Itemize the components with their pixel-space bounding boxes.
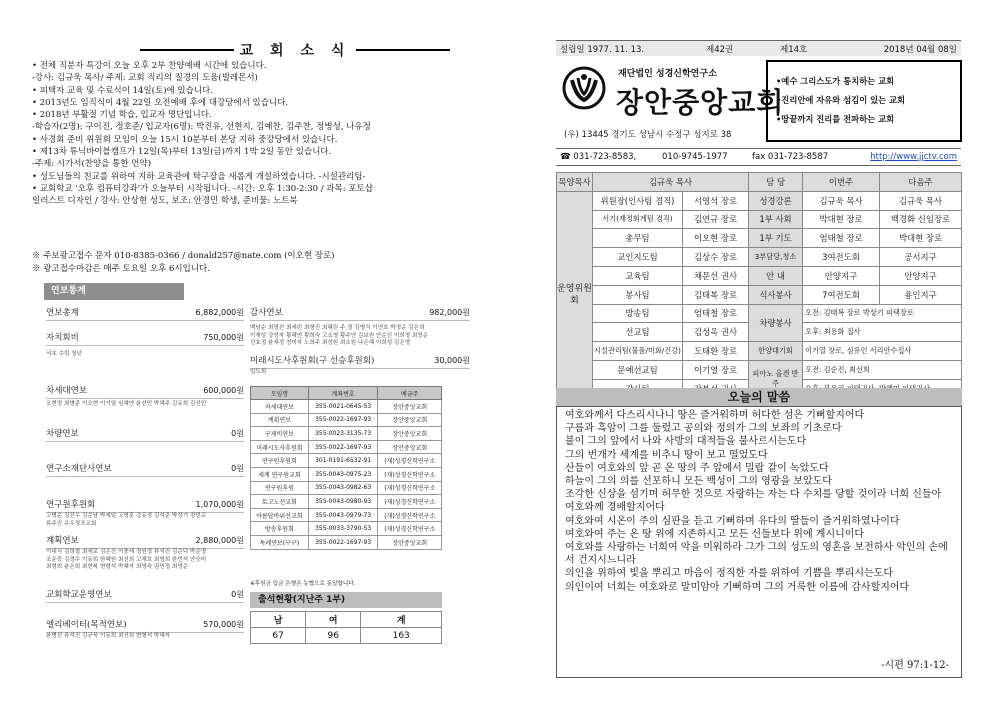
finance-amount: 0원 [231, 429, 244, 438]
founded-date: 설립일 1977. 11. 13. [560, 44, 645, 55]
news-item: • 피택자 교육 및 수료식이 14일(토)에 있습니다. [32, 85, 213, 96]
finance-amount: 30,000원 [434, 355, 470, 365]
account-group: 연구원후원회 [251, 454, 309, 468]
account-col-header: 예금주 [378, 387, 442, 400]
account-holder: 장안중앙교회 [378, 535, 442, 549]
news-item: • 성도님들의 친교를 위하여 지하 교육관에 탁구장을 새롭게 개설하였습니다. -시설관리팀- [32, 171, 366, 182]
website-link[interactable]: http://www.jjctv.com [870, 152, 957, 162]
finance-item [46, 327, 244, 370]
account-holder: (재)성경신학연구소 [378, 508, 442, 522]
issue-date: 2018년 04월 08일 [883, 44, 957, 55]
account-holder: 장안중앙교회 [378, 413, 442, 427]
news-title-text: 교 회 소 식 [239, 43, 351, 59]
news-item: • 2018년 부활절 기념 학습, 입교자 명단입니다. [32, 110, 212, 121]
duty-person: 김태복 장로 [683, 285, 749, 304]
duty-task: 성경강론 [749, 191, 803, 210]
finance-header: 연보통계 [44, 283, 184, 300]
finance-donors: 류주진 유우정조교회 [46, 520, 97, 527]
verse-box [556, 406, 962, 678]
verse-line: 구름과 흑암이 그를 둘렀고 공의와 정의가 그의 보좌의 기초로다 [565, 423, 842, 435]
verse-line: 의인이여 너희는 여호와로 말미암아 기뻐하며 그의 거룩한 이름에 감사할지어다 [565, 581, 910, 593]
finance-amount: 600,000원 [203, 386, 244, 395]
duty-task: 한양대기회 [749, 342, 803, 361]
church-logo-icon [562, 66, 606, 110]
finance-item [46, 370, 244, 417]
ad-contact [32, 250, 492, 276]
finance-right-column [250, 306, 470, 376]
attendance-title: 출석현황(지난주 1부) [250, 592, 442, 608]
attendance-header: 계 [361, 612, 442, 628]
account-rows [251, 400, 442, 550]
attendance-value: 163 [361, 628, 442, 644]
finance-item [46, 306, 244, 327]
duty-next-week: 용인지구 [880, 285, 962, 304]
account-note: ※후원금 입금 은행은 농협으로 동일합니다. [250, 581, 356, 587]
duty-head: 목양목사 [557, 173, 593, 192]
account-group: 미래시도사후원회 [251, 440, 309, 454]
finance-name: 연구소재단사연보 [46, 464, 112, 474]
duty-role: 총무팀 [593, 229, 683, 248]
attendance-header: 여 [306, 612, 361, 628]
finance-name: 계획연보 [46, 536, 79, 546]
news-item: -주제: 시가서(찬양을 통한 언약) [32, 159, 152, 170]
account-row [251, 508, 442, 522]
finance-item [46, 417, 244, 450]
duty-next-week: 백경화 신임장로 [880, 210, 962, 229]
verse-reference: -시편 97:1-12- [881, 660, 949, 671]
verse-title: 오늘의 말씀 [556, 388, 962, 406]
account-holder: 장안중앙교회 [378, 427, 442, 441]
account-group: 방송후원회 [251, 522, 309, 536]
finance-donors: 선효정 윤세경 정미자 노희주 최성원 최소원 나은혜 이희성 김은영 [250, 340, 411, 346]
account-number: 355-0022-1697-93 [308, 535, 378, 549]
account-group: 세계 연구원교회 [251, 467, 309, 481]
finance-item [250, 306, 470, 348]
finance-donors: 조운중 김경수 이동희 한혜원 최선희 고재호 최영희 한민석 안승미 [46, 556, 207, 563]
account-holder: 장안중앙교회 [378, 400, 442, 414]
duty-role: 시설관리팀(물품/미화/건강) [593, 342, 683, 361]
news-item: • 사경회 준비 위원회 모임이 오늘 15시 10분부터 본당 지하 중강당에서 있습니다. [32, 134, 338, 145]
foundation-name: 재단법인 성경신학연구소 [618, 69, 717, 79]
duty-this-week: 3여전도회 [803, 248, 880, 267]
news-title [140, 40, 450, 60]
duty-person: 채문선 권사 [683, 266, 749, 285]
finance-name: 연구원후원회 [46, 500, 96, 510]
verse-line: 의인을 위하여 빛을 뿌리고 마음이 정직한 자를 위하여 기쁨을 뿌리시는도다 [565, 568, 894, 580]
duty-head: 다음주 [880, 173, 962, 192]
verse-line: 여호와께서 다스리시나니 땅은 즐거워하며 허다한 섬은 기뻐할지어다 [565, 410, 865, 421]
church-mottos [766, 60, 962, 142]
committee-label: 운영위원회 [557, 191, 593, 398]
duty-this-week: 엄태철 장로 [803, 229, 880, 248]
finance-donors: 이대식 김희철 최세로 김은진 이충세 정원정 류석진 김순덕 박순영 [46, 549, 207, 555]
duty-role: 교인지도팀 [593, 248, 683, 267]
duty-person: 김상수 장로 [683, 248, 749, 267]
finance-donors: 서초 수림 청년 [46, 351, 82, 357]
account-number: 355-0022-1697-93 [308, 440, 378, 454]
duty-role: 문예선교팀 [593, 360, 683, 379]
account-row [251, 535, 442, 549]
account-group: 차세대연보 [251, 400, 309, 414]
finance-item [46, 450, 244, 486]
account-holder: (재)성경신학연구소 [378, 454, 442, 468]
duty-task: 피아노 올겐 반주 [749, 360, 803, 398]
duty-this-week: 박대현 장로 [803, 210, 880, 229]
motto: •땅끝까지 진리를 전파하는 교회 [776, 114, 895, 124]
duty-role: 봉사팀 [593, 285, 683, 304]
duty-head: 담 당 [749, 173, 803, 192]
church-logo-block [556, 60, 785, 158]
finance-donors: 백남순 최영진 최세린 최형진 최혜린 주 정 김병식 이연호 박정순 김은희 [250, 325, 425, 331]
phone: ☎ 031-723-8583, [560, 152, 637, 162]
account-holder: (재)성경신학연구소 [378, 481, 442, 495]
finance-name: 미래시도사후원회(구 선승후원회) [250, 355, 375, 366]
duty-task: 3부담당,청소 [749, 248, 803, 267]
duty-role: 교육팀 [593, 266, 683, 285]
account-number: 355-0022-1697-93 [308, 413, 378, 427]
account-col-header: 모임명 [251, 387, 309, 400]
duty-person: 도태환 장로 [683, 342, 749, 361]
finance-donors: 고병순 김진우 김순남 박세일 고영훈 강유정 김석준 박상기 정민교 [46, 513, 207, 519]
account-holder: 장안중앙교회 [378, 440, 442, 454]
finance-item [46, 528, 244, 580]
duty-task: 1부 기도 [749, 229, 803, 248]
account-row [251, 481, 442, 495]
finance-item [46, 580, 244, 610]
contact-bar [556, 148, 961, 166]
finance-name: 차량연보 [46, 429, 79, 439]
finance-left-column [46, 306, 244, 641]
account-holder: (재)성경신학연구소 [378, 522, 442, 536]
duty-this-week: 안양지구 [803, 266, 880, 285]
news-item: • 2013년도 임직식이 4월 22일 오전예배 후에 대강당에서 있습니다. [32, 97, 289, 108]
news-item: -학습자(2명): 구이진, 정호준/ 입교자(6명): 박진유, 선현지, 김예찬, 김주찬, 정병성, 나유정 [32, 122, 371, 133]
duty-person: 이기열 장로 [683, 360, 749, 379]
finance-amount: 750,000원 [203, 333, 244, 342]
account-group: 계획연보 [251, 413, 309, 427]
finance-item [46, 486, 244, 528]
duty-person: 이오현 장로 [683, 229, 749, 248]
duty-task: 안 내 [749, 266, 803, 285]
attendance-header: 남 [251, 612, 306, 628]
verse-line: 여호와여 시온이 주의 심판을 듣고 기뻐하며 유다의 딸들이 즐거워하였나이다 [565, 515, 900, 527]
church-address: (우) 13445 경기도 성남시 수정구 성지로 38 [564, 130, 732, 140]
duty-head: 이번주 [803, 173, 880, 192]
motto: •진리안에 자유와 섬김이 있는 교회 [776, 95, 906, 105]
duty-role: 방송팀 [593, 304, 683, 323]
duty-person: 엄태철 장로 [683, 304, 749, 323]
duty-next-week: 공서지구 [880, 248, 962, 267]
news-item: -강사: 김규욱 목사/ 주제: 교회 직리의 질경의 도움(빌레몬서) [32, 73, 258, 84]
account-group: 특례연보(구구) [251, 535, 309, 549]
duty-this-week: 김규욱 목사 [803, 191, 880, 210]
account-row [251, 522, 442, 536]
account-row [251, 495, 442, 509]
finance-donors: 윤병선 류석진 김규욱 이동희 최선희 변형석 박혜자 [46, 633, 171, 639]
ad-contact-line: ※ 주보광고접수 문자 010-8385-0366 / donald257@nate.com (이오현 장로) [32, 251, 335, 261]
account-number: 355-0043-0975-23 [308, 467, 378, 481]
fax: fax 031-723-8587 [752, 152, 829, 162]
verse-line: 여호와여 주는 온 땅 위에 지존하시고 모든 신들보다 위에 계시니이다 [565, 528, 865, 540]
verse-line: 불이 그의 앞에서 나와 사방의 대적들을 불사르시는도다 [565, 436, 807, 448]
duty-this-week: 이기열 장로, 심유인 서리안수집사 [803, 342, 962, 361]
finance-donors: 이재성 강성자 황혜연 황희숙 고소영 황주연 김보원 안순신 이희정 최영순 [250, 332, 429, 339]
duty-head: 김규욱 목사 [593, 173, 749, 192]
account-number: 301-0191-6532-91 [308, 454, 378, 468]
duty-role: 선교팀 [593, 323, 683, 342]
account-group: 연구원후원 [251, 481, 309, 495]
verse-line: 그의 번개가 세계를 비추니 땅이 보고 떨었도다 [565, 449, 768, 461]
finance-amount: 570,000원 [203, 620, 244, 629]
duty-task: 식사봉사 [749, 285, 803, 304]
account-number: 355-0043-0979-73 [308, 508, 378, 522]
account-row [251, 467, 442, 481]
driver-pm: 오후: 최용화 집사 [803, 323, 962, 342]
duty-table [556, 172, 962, 399]
volume: 제42권 [706, 44, 734, 55]
duty-role: 위원장(인사팀 겸직) [593, 191, 683, 210]
duty-person: 김연규 장로 [683, 210, 749, 229]
finance-amount: 2,880,000원 [195, 536, 244, 545]
account-number: 355-0021-0645-53 [308, 400, 378, 414]
account-number: 355-0033-3790-53 [308, 522, 378, 536]
title-rule [356, 49, 450, 51]
finance-donors: 오현정 최병준 이오현 이기열 심혜연 윤선민 박혜주 김유희 김선민 [46, 401, 207, 407]
duty-next-week: 김규욱 목사 [880, 191, 962, 210]
attendance-value: 67 [251, 628, 306, 644]
finance-amount: 0원 [231, 464, 244, 473]
finance-name: 엘리베이터(목적연보) [46, 620, 127, 630]
finance-name: 연보총계 [46, 308, 79, 318]
issue: 제14호 [780, 44, 808, 55]
mobile: 010-9745-1977 [662, 152, 728, 162]
finance-name: 교회학교운영연보 [46, 590, 112, 600]
verse-line: 여호와를 사랑하는 너희여 악을 미워하라 그가 그의 성도의 영혼을 보전하사 악인의 손에서 건지시느니라 [565, 542, 948, 567]
news-item: • 제13차 튜닉바이블캠프가 12일(목)부터 13일(금)까지 1박 2일 동안 있습니다. [32, 147, 332, 158]
finance-name: 차세대연보 [46, 386, 88, 396]
duty-person: 김성옥 권사 [683, 323, 749, 342]
account-group: 토고노선교회 [251, 495, 309, 509]
account-table [250, 386, 442, 550]
account-group: 아름답바위선교회 [251, 508, 309, 522]
finance-amount: 6,882,000원 [195, 308, 244, 317]
account-row [251, 400, 442, 414]
verse-line: 조각한 신상을 섬기며 허무한 것으로 자랑하는 자는 다 수치를 당할 것이라 너희 신들아 여호와께 경배할지어다 [565, 489, 942, 514]
finance-name: 자치회비 [46, 333, 79, 343]
finance-amount: 982,000원 [429, 308, 470, 317]
account-number: 355-0043-0982-63 [308, 481, 378, 495]
duty-next-week: 박대현 장로 [880, 229, 962, 248]
finance-name: 감사연보 [250, 308, 283, 318]
duty-next-week: 안양지구 [880, 266, 962, 285]
attendance-value: 96 [306, 628, 361, 644]
duty-person: 서영석 장로 [683, 191, 749, 210]
title-rule [140, 49, 234, 51]
finance-donors: 최형희 윤은희 최현복 변형석 박혜자 최영숙 권민정 최영순 [46, 564, 189, 570]
organist-am: 오전: 김순진, 최선희 [803, 360, 962, 379]
account-row [251, 413, 442, 427]
account-number: 355-0023-3135-73 [308, 427, 378, 441]
duty-task: 1부 사회 [749, 210, 803, 229]
attendance-table [250, 611, 442, 644]
account-number: 355-0043-0980-93 [308, 495, 378, 509]
news-item: • 전체 직분자 특강이 오늘 오후 2부 찬양예배 시간에 있습니다. [32, 61, 267, 71]
account-holder: (재)성경신학연구소 [378, 467, 442, 481]
finance-amount: 0원 [231, 590, 244, 599]
news-item: 일러스트 디자인 / 강사: 안상현 성도, 보조: 안경민 학생, 준비물: 노트북 [32, 196, 298, 207]
ad-deadline-line: ※ 광고접수마감은 매주 토요일 오후 6시입니다. [32, 264, 210, 274]
church-name: 장안중앙교회 [616, 86, 785, 119]
verse-line: 산들이 여호와의 앞 곧 온 땅의 주 앞에서 밀랍 같이 녹았도다 [565, 462, 829, 474]
duty-role: 서기(재정회계팀 겸직) [593, 210, 683, 229]
account-col-header: 계좌번호 [308, 387, 378, 400]
account-holder: (재)성경신학연구소 [378, 495, 442, 509]
finance-donors: 임도희 [250, 368, 267, 375]
driver-am: 오전: 김태복 장로 박상기 피택장로 [803, 304, 962, 323]
duty-task: 차량봉사 [749, 304, 803, 342]
motto: •예수 그리스도가 통치하는 교회 [776, 76, 895, 86]
verse-line: 하늘이 그의 의를 선포하니 모든 백성이 그의 영광을 보았도다 [565, 476, 832, 488]
account-row [251, 440, 442, 454]
news-item: • 교회학교 '오후 컴퓨터강좌'가 오늘부터 시작됩니다. -시간: 오후 1:30-2:30 / 과목: 포토샵 [32, 183, 373, 194]
finance-item [250, 354, 470, 377]
account-row [251, 454, 442, 468]
masthead [556, 40, 961, 56]
account-row [251, 427, 442, 441]
finance-amount: 1,070,000원 [195, 500, 244, 509]
duty-this-week: 7여전도회 [803, 285, 880, 304]
finance-item [46, 610, 244, 641]
news-list [32, 60, 492, 208]
account-group: 구제비연보 [251, 427, 309, 441]
